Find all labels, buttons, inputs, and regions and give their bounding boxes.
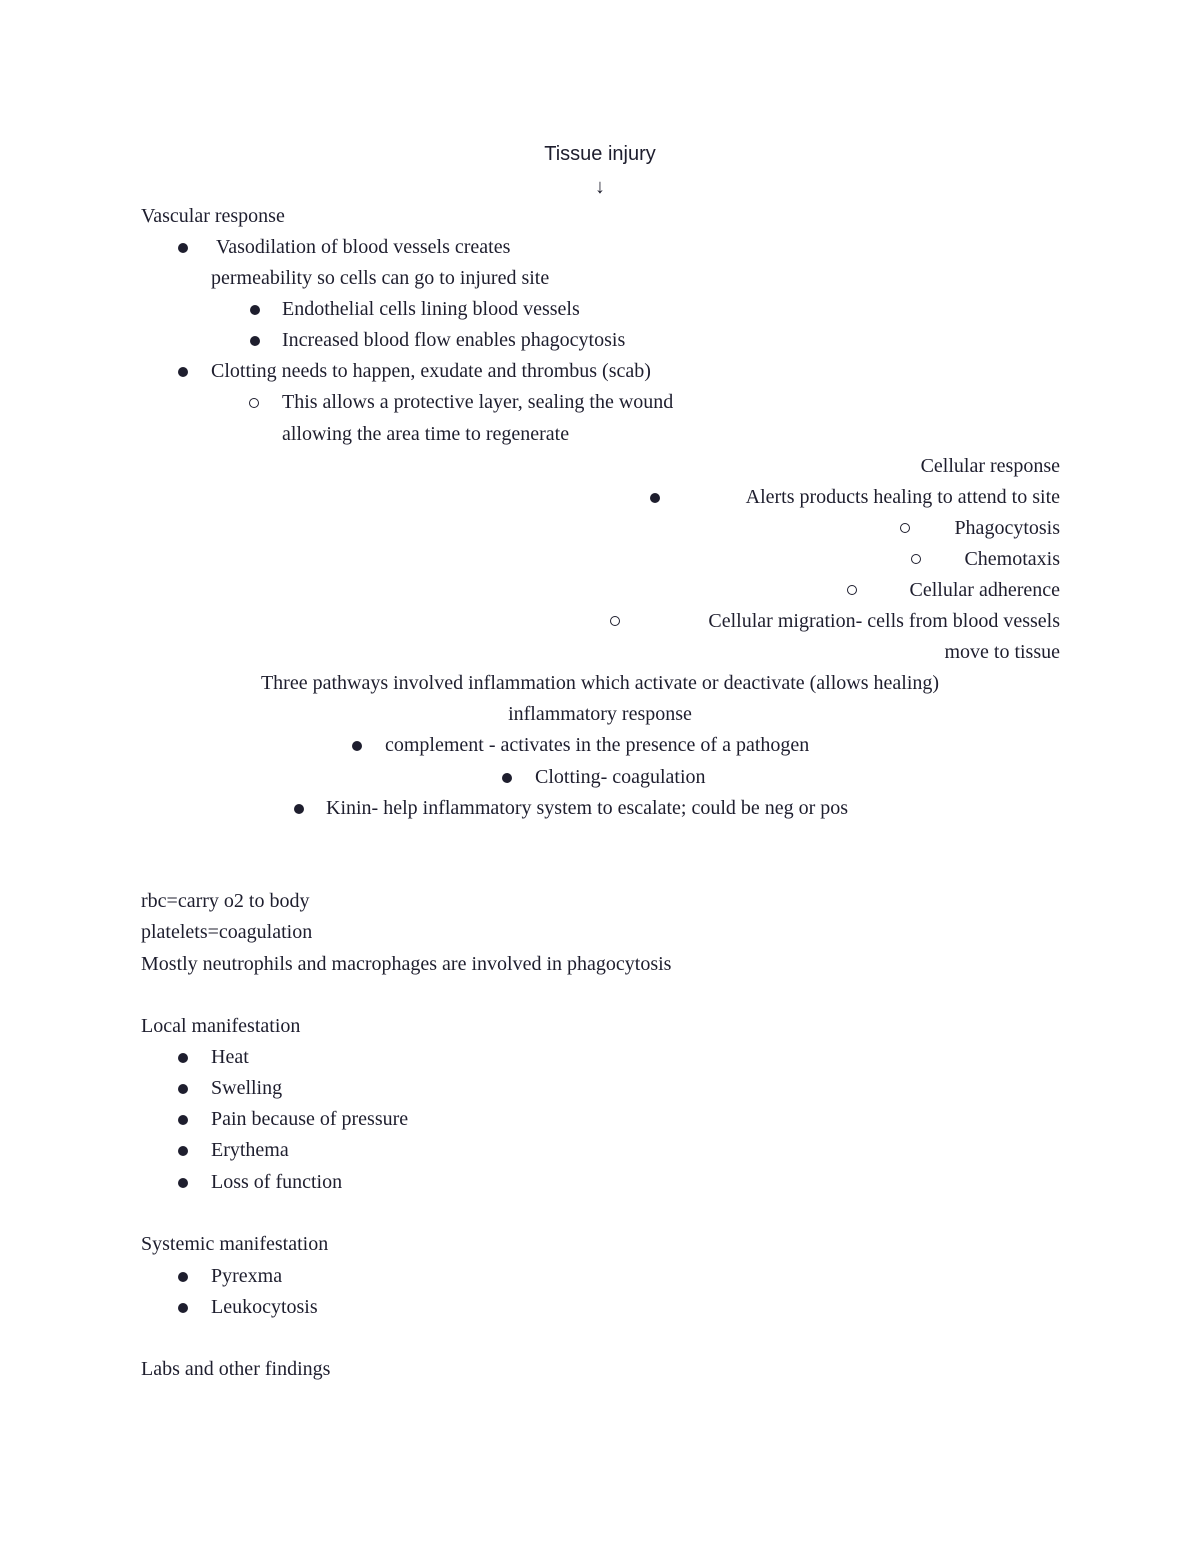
pathway-item-2: Clotting- coagulation (535, 766, 706, 788)
pathway-item-3: Kinin- help inflammatory system to escalate; could be neg or pos (326, 797, 849, 819)
vascular-item-2-sub-cont: allowing the area time to regenerate (282, 423, 570, 445)
bullet-icon (178, 1084, 188, 1094)
note-line: Mostly neutrophils and macrophages are involved in phagocytosis (141, 953, 672, 975)
cellular-item-1: Alerts products healing to attend to site (745, 486, 1060, 508)
bullet-icon (250, 336, 260, 346)
bullet-icon (178, 243, 188, 253)
bullet-icon (178, 1115, 188, 1125)
pathway-item-1: complement - activates in the presence of a pathogen (385, 734, 810, 756)
cellular-heading: Cellular response (920, 455, 1060, 477)
bullet-icon (178, 1053, 188, 1063)
vascular-sub-1: Endothelial cells lining blood vessels (282, 298, 580, 320)
bullet-icon (178, 1303, 188, 1313)
bullet-icon (294, 804, 304, 814)
circle-bullet-icon (249, 398, 259, 408)
vascular-item-2-sub: This allows a protective layer, sealing the wound (282, 391, 674, 413)
bullet-icon (250, 305, 260, 315)
pathways-line-2: inflammatory response (508, 703, 692, 725)
cellular-sub-1: Phagocytosis (954, 517, 1060, 539)
local-item: Erythema (211, 1139, 289, 1161)
systemic-heading: Systemic manifestation (141, 1233, 329, 1255)
local-item: Pain because of pressure (211, 1108, 409, 1130)
cellular-sub-4-cont: move to tissue (944, 641, 1060, 663)
note-line: rbc=carry o2 to body (141, 890, 310, 912)
local-item: Loss of function (211, 1171, 343, 1193)
bullet-icon (502, 773, 512, 783)
labs-heading: Labs and other findings (141, 1358, 331, 1380)
bullet-icon (178, 367, 188, 377)
bullet-icon (178, 1178, 188, 1188)
vascular-item-1: Vasodilation of blood vessels creates (216, 236, 511, 258)
cellular-sub-2: Chemotaxis (964, 548, 1060, 570)
note-line: platelets=coagulation (141, 921, 313, 943)
document-title: Tissue injury (544, 143, 656, 165)
vascular-sub-2: Increased blood flow enables phagocytosis (282, 329, 626, 351)
bullet-icon (178, 1272, 188, 1282)
systemic-item: Pyrexma (211, 1265, 283, 1287)
cellular-sub-4: Cellular migration- cells from blood vessels (708, 610, 1060, 632)
bullet-icon (178, 1146, 188, 1156)
local-item: Swelling (211, 1077, 283, 1099)
cellular-sub-3: Cellular adherence (909, 579, 1060, 601)
systemic-item: Leukocytosis (211, 1296, 318, 1318)
vascular-heading: Vascular response (141, 205, 285, 227)
local-heading: Local manifestation (141, 1015, 301, 1037)
vascular-item-1-cont: permeability so cells can go to injured site (211, 267, 550, 289)
vascular-item-2: Clotting needs to happen, exudate and thrombus (scab) (211, 360, 651, 382)
pathways-line-1: Three pathways involved inflammation which activate or deactivate (allows healing) (260, 672, 940, 694)
down-arrow-icon: ↓ (595, 176, 605, 198)
local-item: Heat (211, 1046, 249, 1068)
bullet-icon (352, 741, 362, 751)
